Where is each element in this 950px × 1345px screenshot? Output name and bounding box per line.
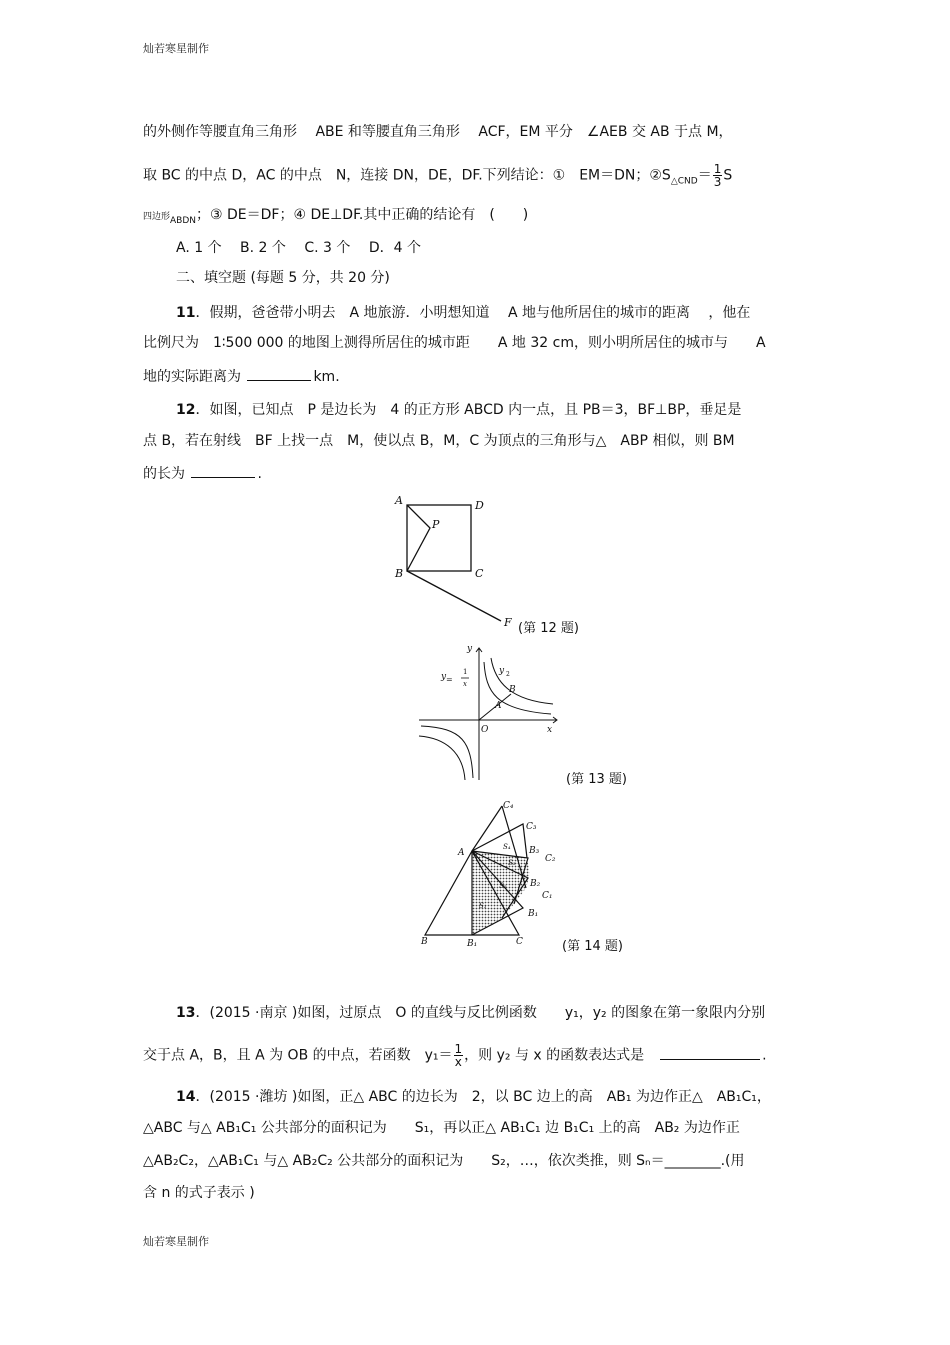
label-s1: S₁ (479, 902, 487, 910)
shaded-region (472, 851, 530, 935)
label-c: C (475, 567, 484, 580)
q10-line-1: 的外侧作等腰直角三角形 ABE 和等腰直角三角形 ACF，EM 平分 ∠AEB 交 AB 于点 M， (143, 124, 733, 140)
q13-fraction (454, 1043, 464, 1068)
label-b1-right: B₁ (528, 909, 539, 919)
q11-line-2: 比例尺为 1∶500 000 的地图上测得所居住的城市距 A 地 32 cm，则小明所居住的城市与 A (143, 335, 766, 351)
q13-line-1-text: ．(2015 ·南京 )如图，过原点 O 的直线与反比例函数 y₁，y₂ 的图象在第一象限内分别 (195, 1005, 766, 1021)
q10-line-3 (143, 205, 528, 231)
label-y1-den: x (463, 680, 467, 688)
q10-line-2-text: 取 BC 的中点 D，AC 的中点 N，连接 DN，DE，DF.下列结论：① EM＝DN；②S (143, 167, 671, 184)
q14-line-1 (176, 1087, 771, 1107)
label-b: B (421, 937, 428, 947)
q10-line-2 (143, 163, 732, 191)
label-origin: O (481, 725, 489, 735)
q12-line-2: 点 B，若在射线 BF 上找一点 M，使以点 B，M，C 为顶点的三角形与△ ABP 相似，则 BM (143, 433, 735, 449)
label-s3: S₃ (508, 859, 516, 867)
section-title: 二、填空题 (每题 5 分，共 20 分) (176, 270, 390, 286)
label-c1: C₁ (542, 891, 553, 901)
q11-line-1 (176, 303, 750, 323)
label-y2-sub: 2 (506, 671, 510, 678)
q10-subscript-abdn: ABDN (170, 215, 197, 226)
q10-frac-num: 1 (713, 162, 722, 176)
q13-line-2-text: 交于点 A，B，且 A 为 OB 的中点，若函数 y₁＝ (143, 1047, 453, 1064)
curve-y2-q1 (491, 658, 553, 704)
q10-equals: ＝ (697, 167, 712, 184)
q13-frac-den: x (454, 1055, 462, 1069)
label-b3: B₃ (529, 846, 540, 856)
label-b1: B₁ (467, 939, 478, 949)
q11-line-1-text: ．假期，爸爸带小明去 A 地旅游．小明想知道 A 地与他所居住的城市的距离 ，他在 (195, 305, 751, 321)
q10-subscript-cnd: △CND (670, 176, 698, 187)
ray-bf (407, 571, 501, 621)
label-y1-y: y (441, 672, 447, 682)
label-c: C (516, 937, 523, 947)
q14-number: 14 (176, 1089, 196, 1105)
q12-line-3-text: 的长为 (143, 466, 190, 482)
q12-answer-blank[interactable] (191, 465, 255, 478)
q12-number: 12 (176, 402, 196, 418)
fig12-caption: (第 12 题) (518, 621, 579, 636)
figure-14 (415, 796, 565, 951)
q11-number: 11 (176, 305, 196, 321)
side-ac4 (472, 806, 502, 851)
q10-s: S (723, 167, 733, 184)
q14-line-3: △AB₂C₂，△AB₁C₁ 与△ AB₂C₂ 公共部分的面积记为 S₂，…，依次类推，则 Sₙ＝________.(用 (143, 1153, 745, 1169)
q11-line-3 (143, 367, 340, 387)
label-c2: C₂ (545, 854, 556, 864)
figure-12 (380, 490, 620, 640)
q13-line-2-mid: ，则 y₂ 与 x 的函数表达式是 (464, 1047, 659, 1064)
curve-y2-q3 (419, 736, 465, 780)
q13-answer-blank[interactable] (660, 1047, 760, 1060)
label-a: A (495, 701, 502, 711)
figure-13 (415, 642, 565, 784)
q13-line-1 (176, 1003, 765, 1023)
label-d: D (475, 499, 484, 512)
label-s2: S₂ (499, 882, 507, 890)
q10-line-3-text: ；③ DE＝DF；④ DE⊥DF.其中正确的结论有 ( ) (196, 207, 529, 223)
fig14-caption: (第 14 题) (562, 939, 623, 954)
q12-line-1-text: ．如图，已知点 P 是边长为 4 的正方形 ABCD 内一点，且 PB＝3，BF⊥BP，垂足是 (195, 402, 742, 418)
label-y2: y (499, 666, 505, 676)
label-c3: C₃ (526, 822, 537, 832)
label-b: B (395, 567, 404, 580)
label-c4: C₄ (503, 801, 514, 811)
q13-frac-num: 1 (454, 1042, 463, 1056)
label-x-axis: x (547, 725, 553, 735)
label-b: B (509, 685, 516, 695)
q13-number: 13 (176, 1005, 196, 1021)
q12-period: . (257, 466, 262, 482)
label-s4: S₄ (503, 843, 511, 851)
label-a: A (458, 848, 465, 858)
q10-quad-label: 四边形 (143, 212, 171, 222)
label-y-axis: y (467, 644, 473, 654)
q10-frac-den: 3 (713, 175, 722, 189)
q13-line-2 (143, 1043, 767, 1068)
q14-line-2: △ABC 与△ AB₁C₁ 公共部分的面积记为 S₁，再以正△ AB₁C₁ 边 B₁C₁ 上的高 AB₂ 为边作正 (143, 1120, 740, 1136)
q10-options: A. 1 个 B. 2 个 C. 3 个 D．4 个 (176, 240, 421, 256)
q14-line-1-text: ．(2015 ·潍坊 )如图，正△ ABC 的边长为 2，以 BC 边上的高 AB₁ 为边作正△ AB₁C₁， (195, 1089, 771, 1105)
q12-line-1 (176, 400, 741, 420)
q14-line-4: 含 n 的式子表示 ) (143, 1185, 255, 1201)
fig13-caption: (第 13 题) (566, 772, 627, 787)
q11-answer-blank[interactable] (247, 368, 311, 381)
q11-line-3-text: 地的实际距离为 (143, 369, 246, 385)
label-y1-num: 1 (463, 668, 468, 676)
label-b2: B₂ (530, 879, 541, 889)
q13-period: . (762, 1047, 767, 1064)
svg-text:=: = (446, 675, 453, 684)
curve-y1-q3 (421, 726, 473, 778)
q10-fraction (713, 163, 723, 188)
segments-ap-pb (407, 505, 430, 571)
q11-unit: km. (313, 369, 340, 385)
label-a: A (395, 494, 403, 507)
label-f: F (504, 616, 512, 629)
page-footer: 灿若寒星制作 (143, 1235, 209, 1248)
page-header: 灿若寒星制作 (143, 42, 209, 55)
q12-line-3 (143, 464, 262, 484)
label-p: P (432, 518, 440, 531)
